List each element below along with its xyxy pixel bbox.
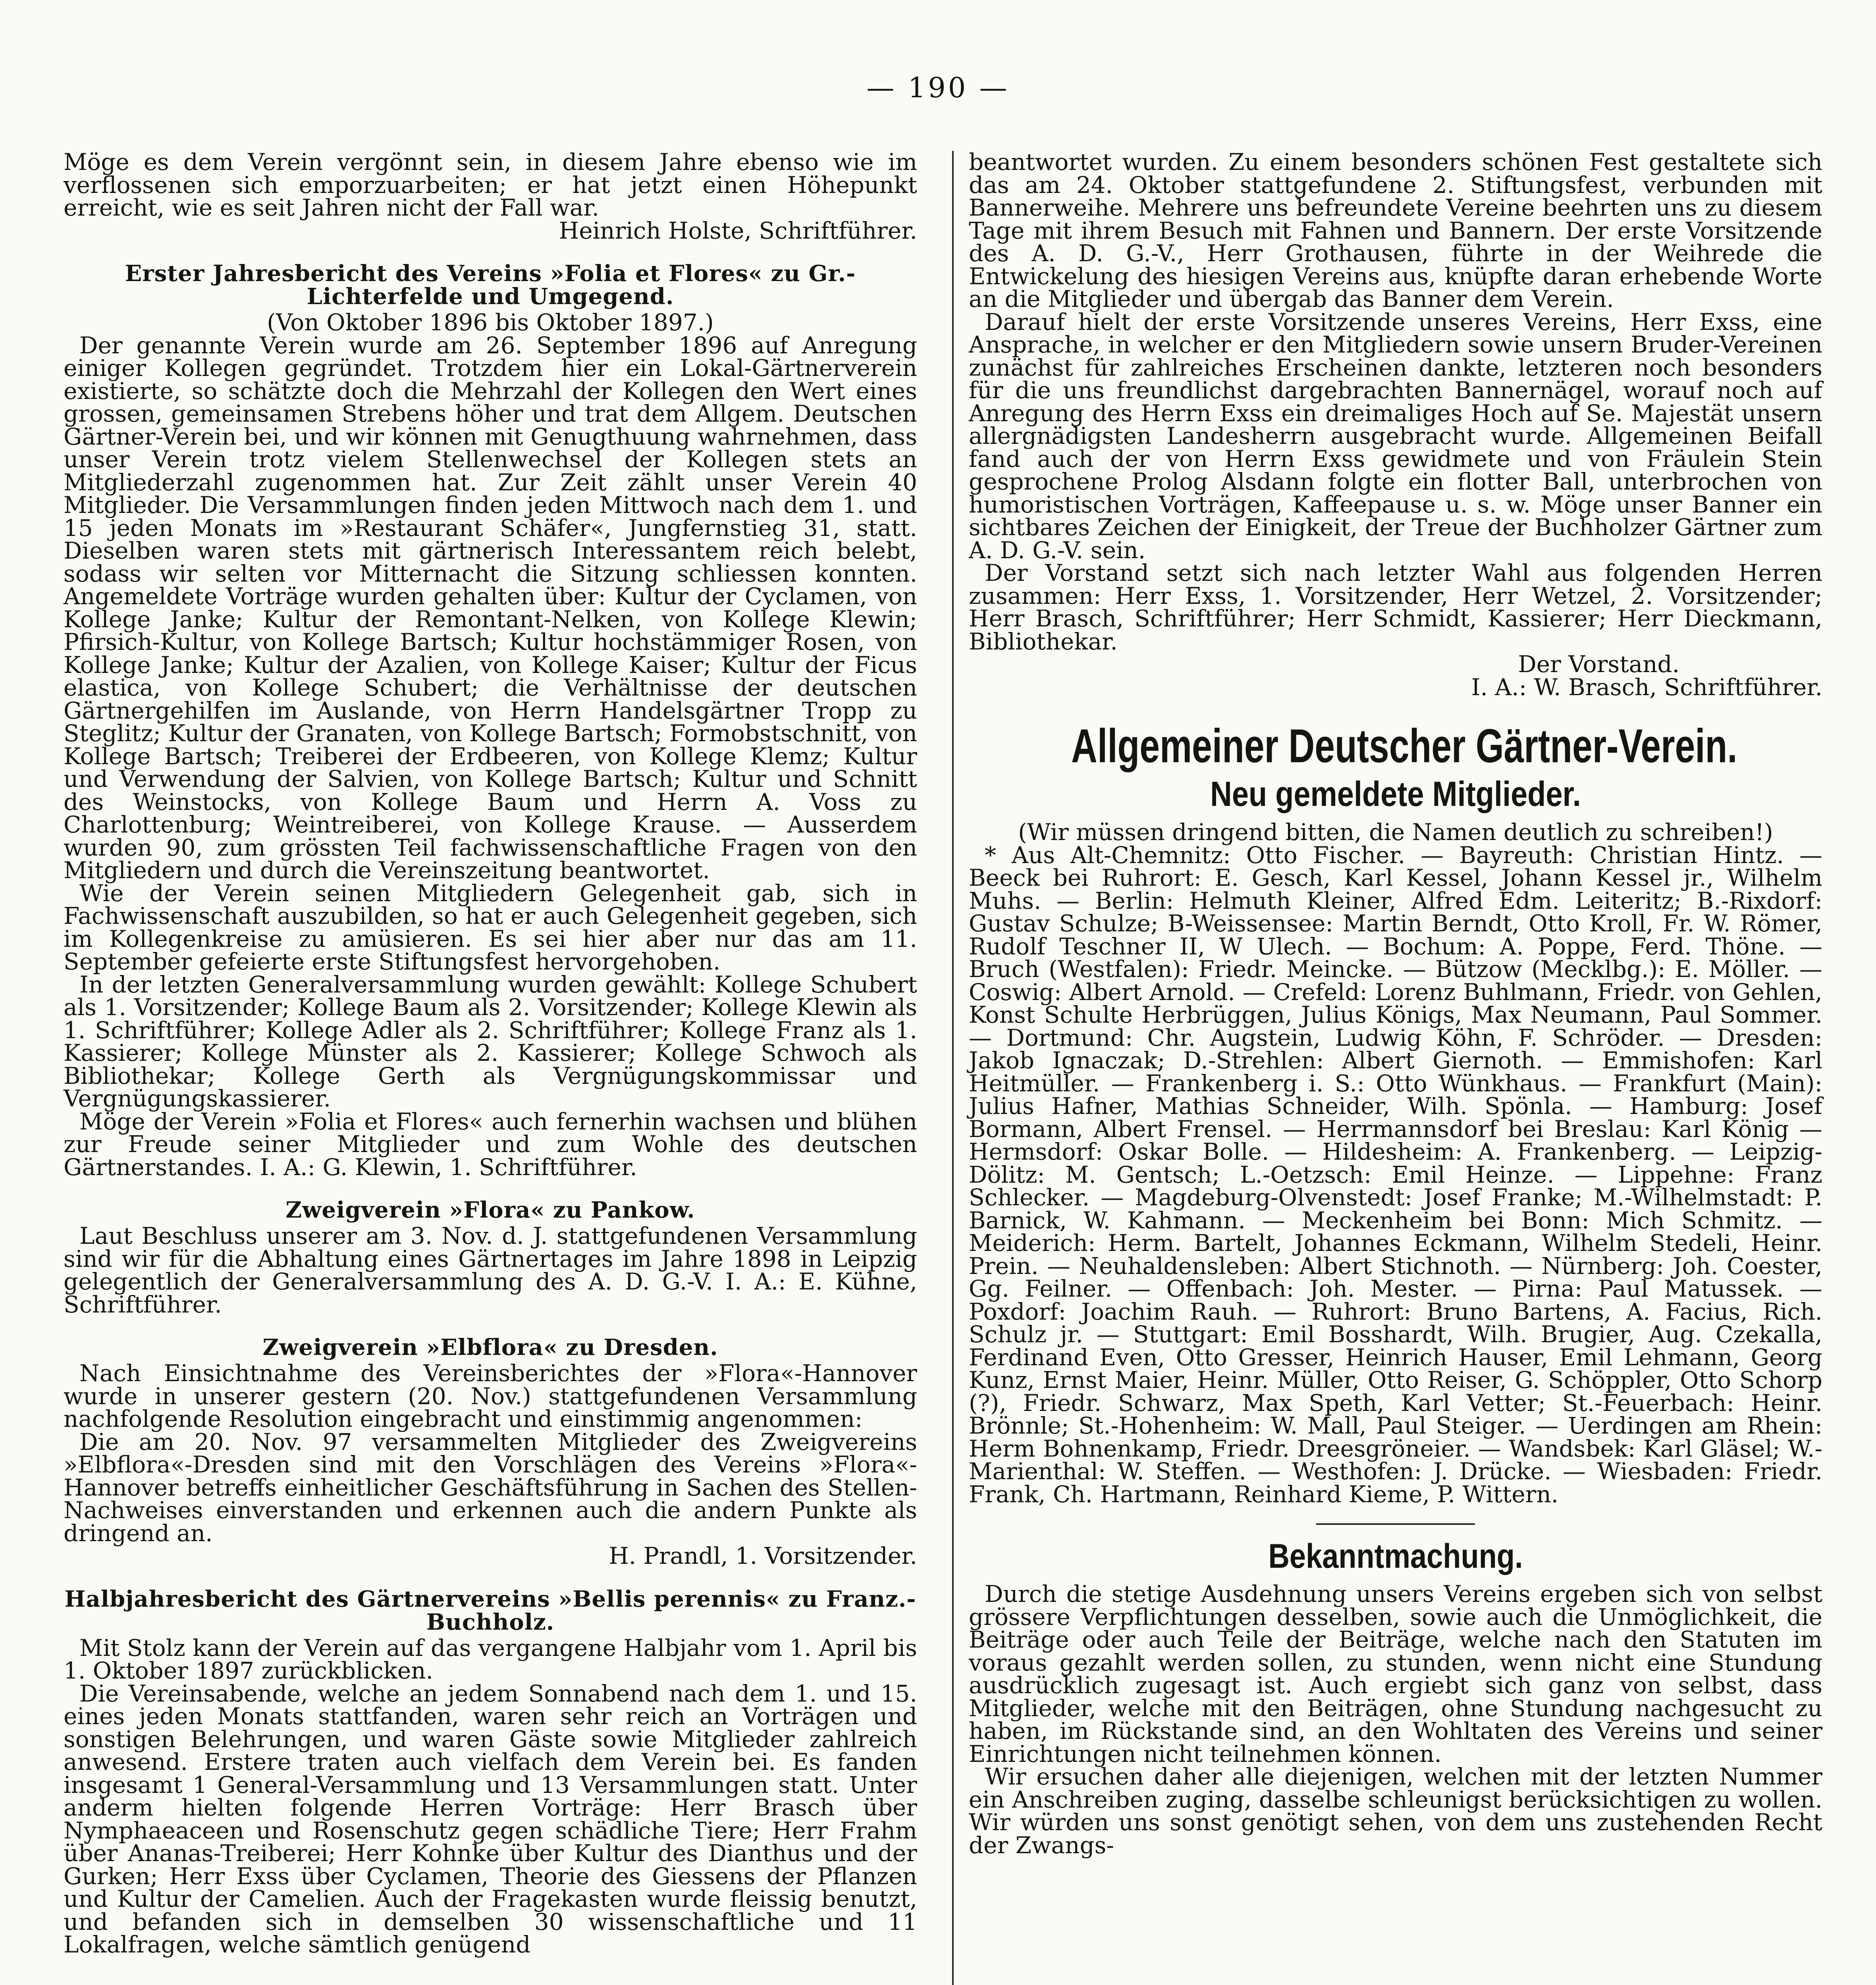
paragraph: Wir ersuchen daher alle diejenigen, welchen mit der letzten Nummer ein Anschreiben zuging, dasselbe schleunigst berücksichtigen zu wollen. Wir würden uns sonst genötigt sehen, von dem uns zustehenden Recht der Zwangs- [969, 1763, 1822, 1859]
column-divider [952, 151, 954, 1985]
paragraph: Die am 20. Nov. 97 versammelten Mitglieder des Zweigvereins »Elbflora«-Dresden sind mit den Vorschlägen des Vereins »Flora«-Hannover betreffs einheitlicher Geschäftsführung in Sachen des Stellen-Nachweises einverstanden und erkennen auch die andern Punkte als dringend an. [64, 1428, 917, 1547]
note: (Wir müssen dringend bitten, die Namen deutlich zu schreiben!) [1018, 819, 1773, 846]
association-title: Allgemeiner Deutscher Gärtner-Verein. [1071, 719, 1737, 773]
paragraph: In der letzten Generalversammlung wurden gewählt: Kollege Schubert als 1. Vorsitzender; Kollege Baum als 2. Vorsitzender; Kollege Klewin als 1. Schriftführer; Kollege Adler als 2. Schriftführer; Kollege Franz als 1. Kassierer; Kollege Münster als 2. Kassierer; Kollege Schwoch als Bibliothekar; Kollege Gerth als Vergnügungskommissar und Vergnügungskassierer. [64, 971, 917, 1112]
article-heading: Zweigverein »Elbflora« zu Dresden. [262, 1334, 718, 1361]
page-number: — 190 — [866, 71, 1010, 104]
left-column [64, 148, 917, 1958]
paragraph: Möge es dem Verein vergönnt sein, in diesem Jahre ebenso wie im verflossenen sich emporzuarbeiten; er hat jetzt einen Höhepunkt erreicht, wie es seit Jahren nicht der Fall war. [64, 148, 917, 221]
paragraph: Darauf hielt der erste Vorsitzende unseres Vereins, Herr Exss, eine Ansprache, in welcher er den Mitgliedern sowie unsern Bruder-Vereinen zunächst für zahlreiches Erscheinen dankte, letzteren noch besonders für die uns freundlichst dargebrachten Bannernägel, worauf noch auf Anregung des Herrn Exss ein dreimaliges Hoch auf Se. Majestät unsern allergnädigsten Landesherrn ausgebracht wurde. Allgemeinen Beifall fand auch der von Herrn Exss gewidmete und von Fräulein Stein gesprochene Prolog Alsdann folgte ein flotter Ball, unterbrochen von humoristischen Vorträgen, Kaffeepause u. s. w. Möge unser Banner ein sichtbares Zeichen der Einigkeit, der Treue der Buchholzer Gärtner zum A. D. G.-V. sein. [969, 308, 1822, 564]
article-subheading: (Von Oktober 1896 bis Oktober 1897.) [267, 309, 714, 336]
paragraph: Mit Stolz kann der Verein auf das vergangene Halbjahr vom 1. April bis 1. Oktober 1897 zurückblicken. [64, 1634, 917, 1684]
signature: Heinrich Holste, Schriftführer. [559, 217, 917, 244]
signature-board: Der Vorstand. [1518, 651, 1679, 678]
paragraph: Die Vereinsabende, welche an jedem Sonnabend nach dem 1. und 15. eines jeden Monats stattfanden, waren sehr reich an Vorträgen und sonstigen Belehrungen, und waren Gäste sowie Mitglieder zahlreich anwesend. Erstere traten auch vielfach dem Verein bei. Es fanden insgesamt 1 General-Versammlung und 13 Versammlungen statt. Unter anderm hielten folgende Herren Vorträge: Herr Brasch über Nymphaeaceen und Rosenschutz gegen schädliche Tiere; Herr Frahm über Ananas-Treiberei; Herr Kohnke über Kultur des Dianthus und der Gurken; Herr Exss über Cyclamen, Theorie des Giessens der Pflanzen und Kultur der Camelien. Auch der Fragekasten wurde fleissig benutzt, und befanden sich in demselben 30 wissenschaftliche und 11 Lokalfragen, welche sämtlich genügend [64, 1680, 917, 1958]
right-column [969, 148, 1822, 1859]
member-list: * Aus Alt-Chemnitz: Otto Fischer. — Bayreuth: Christian Hintz. — Beeck bei Ruhrort: E. Gesch, Karl Kessel, Johann Kessel jr., Wilhelm Muhs. — Berlin: Helmuth Kleiner, Alfred Edm. Leiteritz; B.-Rixdorf: Gustav Schulze; B-Weissensee: Martin Berndt, Otto Kroll, Fr. W. Römer, Rudolf Teschner II, W Ulech. — Bochum: A. Poppe, Ferd. Thöne. — Bruch (Westfalen): Friedr. Meincke. — Bützow (Mecklbg.): E. Möller. — Coswig: Albert Arnold. — Crefeld: Lorenz Buhlmann, Friedr. von Gehlen, Konst Schulte Herbrüggen, Julius Königs, Max Neumann, Paul Sommer. — Dortmund: Chr. Augstein, Ludwig Köhn, F. Schröder. — Dresden: Jakob Ignaczak; D.-Strehlen: Albert Giernoth. — Emmishofen: Karl Heitmüller. — Frankenberg i. S.: Otto Wünkhaus. — Frankfurt (Main): Julius Hafner, Mathias Schneider, Wilh. Spönla. — Hamburg: Josef Bormann, Albert Frensel. — Herrmannsdorf bei Breslau: Karl König — Hermsdorf: Oskar Bolle. — Hildesheim: A. Frankenberg. — Leipzig-Dölitz: M. Gentsch; L.-Oetzsch: Emil Heinze. — Lippehne: Franz Schlecker. — Magdeburg-Olvenstedt: Josef Franke; M.-Wilhelmstadt: P. Barnick, W. Kahmann. — Meckenheim bei Bonn: Mich Schmitz. — Meiderich: Herm. Bartelt, Johannes Eckmann, Wilhelm Stedeli, Heinr. Prein. — Neuhaldensleben: Albert Stichnoth. — Nürnberg: Joh. Coester, Gg. Feilner. — Offenbach: Joh. Mester. — Pirna: Paul Matussek. — Poxdorf: Joachim Rauh. — Ruhrort: Bruno Bartens, A. Facius, Rich. Schulz jr. — Stuttgart: Emil Bosshardt, Wilh. Brugier, Aug. Czekalla, Ferdinand Even, Otto Gresser, Heinrich Hauser, Emil Lehmann, Georg Kunz, Ernst Maier, Heinr. Müller, Otto Reiser, G. Schöppler, Otto Schorp (?), Friedr. Schwarz, Max Speth, Karl Vetter; St.-Feuerbach: Heinr. Brönnle; St.-Hohenheim: W. Mall, Paul Steiger. — Uerdingen am Rhein: Herm Bohnenkamp, Friedr. Dreesgröneier. — Wandsbek: Karl Gläsel; W.-Marienthal: W. Steffen. — Westhofen: J. Drücke. — Wiesbaden: Friedr. Frank, Ch. Hartmann, Reinhard Kieme, P. Wittern. [969, 841, 1822, 1508]
paragraph: Wie der Verein seinen Mitgliedern Gelegenheit gab, sich in Fachwissenschaft auszubilden, so hat er auch Gelegenheit gegeben, sich im Kollegenkreise zu amüsieren. Es sei hier aber nur das am 11. September gefeierte erste Stiftungsfest hervorgehoben. [64, 879, 917, 975]
article-heading: Zweigverein »Flora« zu Pankow. [285, 1197, 695, 1223]
signature: H. Prandl, 1. Vorsitzender. [609, 1542, 917, 1569]
paragraph: Durch die stetige Ausdehnung unsers Vereins ergeben sich von selbst grössere Verpflichtungen desselben, sowie auch die Unmöglichkeit, die Beiträge oder auch Teile der Beiträge, welche nach den Statuten im voraus gezahlt werden sollen, zu stunden, wenn nicht eine Stundung ausdrücklich zugesagt ist. Auch ergiebt sich ganz von selbst, dass Mitglieder, welche mit den Beiträgen, ohne Stundung nachgesucht zu haben, im Rückstande sind, an den Wohltaten des Vereins und seiner Einrichtungen nicht teilnehmen können. [969, 1580, 1822, 1767]
section-title: Neu gemeldete Mitglieder. [1210, 774, 1581, 813]
paragraph: Laut Beschluss unserer am 3. Nov. d. J. stattgefundenen Versammlung sind wir für die Abhaltung eines Gärtnertages im Jahre 1898 in Leipzig gelegentlich der Generalversammlung des A. D. G.-V. I. A.: E. Kühne, Schriftführer. [64, 1222, 917, 1318]
paragraph: beantwortet wurden. Zu einem besonders schönen Fest gestaltete sich das am 24. Oktober stattgefundene 2. Stiftungsfest, verbunden mit Bannerweihe. Mehrere uns befreundete Vereine beehrten uns zu diesem Tage mit ihrem Besuch mit Fahnen und Bannern. Der erste Vorsitzende des A. D. G.-V., Herr Grothausen, führte in der Weihrede die Entwickelung des hiesigen Vereins aus, knüpfte daran erhebende Worte an die Mitglieder und übergab das Banner dem Verein. [969, 148, 1822, 312]
paragraph: Möge der Verein »Folia et Flores« auch fernerhin wachsen und blühen zur Freude seiner Mitglieder und zum Wohle des deutschen Gärtnerstandes. I. A.: G. Klewin, 1. Schriftführer. [64, 1108, 917, 1181]
signature: I. A.: W. Brasch, Schriftführer. [1471, 673, 1822, 701]
section-title: Bekanntmachung. [1268, 1537, 1523, 1575]
paragraph: Nach Einsichtnahme des Vereinsberichtes der »Flora«-Hannover wurde in unserer gestern (20. Nov.) stattgefundenen Versammlung nachfolgende Resolution eingebracht und einstimmig angenommen: [64, 1360, 917, 1432]
article-heading: Erster Jahresbericht des Vereins »Folia et Flores« zu Gr.-Lichterfelde und Umgegend. [125, 260, 856, 310]
paragraph: Der Vorstand setzt sich nach letzter Wahl aus folgenden Herren zusammen: Herr Exss, 1. Vorsitzender, Herr Wetzel, 2. Vorsitzender; Herr Brasch, Schriftführer; Herr Schmidt, Kassierer; Herr Dieckmann, Bibliothekar. [969, 559, 1822, 655]
section-divider [1316, 1523, 1475, 1525]
article-heading: Halbjahresbericht des Gärtnervereins »Bellis perennis« zu Franz.-Buchholz. [64, 1586, 916, 1635]
paragraph: Der genannte Verein wurde am 26. September 1896 auf Anregung einiger Kollegen gegründet. Trotzdem hier ein Lokal-Gärtnerverein existierte, so schätzte doch die Mehrzahl der Kollegen den Wert eines grossen, gemeinsamen Strebens höher und trat dem Allgem. Deutschen Gärtner-Verein bei, und wir können mit Genugthuung wahrnehmen, dass unser Verein trotz vielem Stellenwechsel der Kollegen stets an Mitgliederzahl zugenommen hat. Zur Zeit zählt unser Verein 40 Mitglieder. Die Versammlungen finden jeden Mittwoch nach dem 1. und 15 jeden Monats im »Restaurant Schäfer«, Jungfernstieg 31, statt. Dieselben waren stets mit gärtnerisch Interessantem reich belebt, sodass wir selten vor Mitternacht die Sitzung schliessen konnten. Angemeldete Vorträge wurden gehalten über: Kultur der Cyclamen, von Kollege Janke; Kultur der Remontant-Nelken, von Kollege Klewin; Pfirsich-Kultur, von Kollege Bartsch; Kultur hochstämmiger Rosen, von Kollege Janke; Kultur der Azalien, von Kollege Kaiser; Kultur der Ficus elastica, von Kollege Schubert; die Verhältnisse der deutschen Gärtnergehilfen im Auslande, von Herrn Handelsgärtner Tropp zu Steglitz; Kultur der Granaten, von Kollege Bartsch; Formobstschnitt, von Kollege Bartsch; Treiberei der Erdbeeren, von Kollege Klemz; Kultur und Verwendung der Salvien, von Kollege Bartsch; Kultur und Schnitt des Weinstocks, von Kollege Baum und Herrn A. Voss zu Charlottenburg; Weintreiberei, von Kollege Krause. — Ausserdem wurden 90, zum grössten Teil fachwissenschaftliche Fragen von den Mitgliedern und durch die Vereinszeitung beantwortet. [64, 331, 917, 884]
